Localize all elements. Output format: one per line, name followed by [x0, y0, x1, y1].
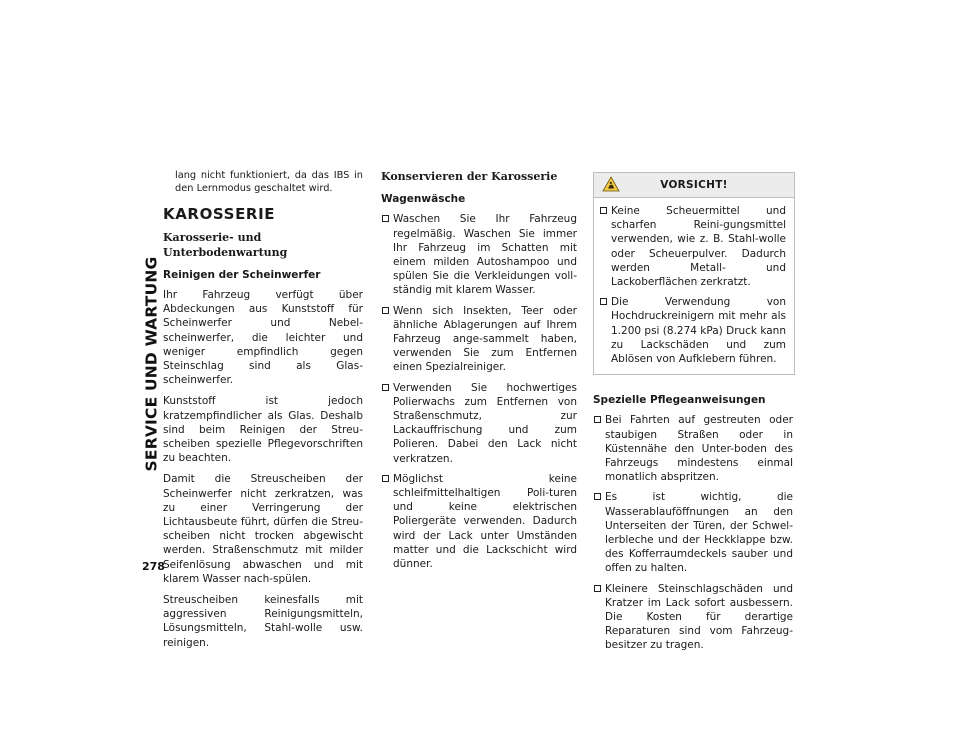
column-left	[163, 170, 363, 657]
paragraph: Kunststoff ist jedoch kratzempfindlicher als Glas. Deshalb sind beim Reinigen der Streu-scheiben spezielle Pflegevorschriften zu beachten.	[163, 395, 363, 465]
list-item: Wenn sich Insekten, Teer oder ähnliche Ablagerungen auf Ihrem Fahrzeug ange-sammelt haben, verwenden Sie zum Entfernen einen Spezialreiniger.	[381, 304, 577, 375]
heading-car-wash: Wagenwäsche	[381, 193, 466, 206]
car-wash-list	[381, 212, 577, 571]
checkbox-bullet-icon	[382, 215, 389, 222]
paragraph: Damit die Streuscheiben der Scheinwerfer nicht zerkratzen, was zu einer Verringerung der Lichtausbeute führt, dürfen die Streu-scheiben nicht trocken abgewischt werden. Straßenschmutz mit milder Seifenlösung abwaschen und mit klarem Wasser nach-spülen.	[163, 473, 363, 585]
list-item: Die Verwendung von Hochdruckreinigern mit mehr als 1.200 psi (8.274 kPa) Druck kann zu Lackschäden und zum Ablösen von Aufklebern führen.	[599, 295, 786, 366]
list-item: Bei Fahrten auf gestreuten oder staubigen Straßen oder in Küstennähe den Unter-boden des Fahrzeugs mindestens einmal monatlich abspritzen.	[593, 413, 793, 484]
list-item: Keine Scheuermittel und scharfen Reini-gungsmittel verwenden, wie z. B. Stahl-wolle oder Scheuerpulver. Dadurch werden Metall- und Lackoberflächen zerkratzt.	[599, 204, 786, 289]
checkbox-bullet-icon	[594, 493, 601, 500]
list-item: Es ist wichtig, die Wasserablauföffnungen an den Unterseiten der Türen, der Schwel-lerbleche und der Heckklappe bzw. des Kofferraumdeckels sauber und offen zu halten.	[593, 490, 793, 575]
checkbox-bullet-icon	[600, 298, 607, 305]
caution-box	[593, 172, 795, 375]
special-care-list	[593, 413, 793, 652]
heading-headlight-cleaning: Reinigen der Scheinwerfer	[163, 268, 321, 281]
section-title: KAROSSERIE	[163, 205, 276, 224]
caution-header	[594, 173, 794, 198]
chapter-sidebar	[139, 171, 163, 557]
paragraph: Ihr Fahrzeug verfügt über Abdeckungen aus Kunststoff für Scheinwerfer und Nebel-scheinwerfer, die leichter und weniger empfindlich gegen Steinschlag sind als Glas-scheinwerfer.	[163, 289, 363, 387]
intro-text: lang nicht funktioniert, da das IBS in den Lernmodus geschaltet wird.	[175, 170, 363, 194]
paragraph: Streuscheiben keinesfalls mit aggressiven Reinigungsmitteln, Lösungsmitteln, Stahl-wolle usw. reinigen.	[163, 594, 363, 649]
caution-body	[594, 198, 794, 374]
subsection-title-body-care: Karosserie- und Unterbodenwartung	[163, 231, 288, 259]
warning-triangle-icon	[602, 176, 620, 192]
caution-title: VORSICHT!	[660, 178, 728, 191]
chapter-title: SERVICE UND WARTUNG	[142, 256, 161, 472]
list-item: Waschen Sie Ihr Fahrzeug regelmäßig. Waschen Sie immer Ihr Fahrzeug im Schatten mit einem milden Autoshampoo und spülen Sie die Verkleidungen voll-ständig mit klarem Wasser.	[381, 212, 577, 297]
list-item: Kleinere Steinschlagschäden und Kratzer im Lack sofort ausbessern. Die Kosten für derartige Reparaturen sind vom Fahrzeug-besitzer zu tragen.	[593, 582, 793, 653]
list-item: Verwenden Sie hochwertiges Polierwachs zum Entfernen von Straßenschmutz, zur Lackauffrischung und zum Polieren. Dabei den Lack nicht verkratzen.	[381, 381, 577, 466]
checkbox-bullet-icon	[382, 307, 389, 314]
checkbox-bullet-icon	[594, 585, 601, 592]
checkbox-bullet-icon	[594, 416, 601, 423]
checkbox-bullet-icon	[382, 384, 389, 391]
column-middle	[381, 170, 577, 577]
checkbox-bullet-icon	[600, 207, 607, 214]
heading-special-care: Spezielle Pflegeanweisungen	[593, 394, 766, 407]
checkbox-bullet-icon	[382, 475, 389, 482]
caution-list	[599, 204, 786, 366]
subsection-title-preservation: Konservieren der Karosserie	[381, 170, 558, 183]
page-number: 278	[142, 560, 165, 573]
list-item: Möglichst keine schleifmittelhaltigen Poli-turen und keine elektrischen Poliergeräte verwenden. Dadurch wird der Lack unter Umständen matter und die Lackschicht wird dünner.	[381, 472, 577, 571]
column-right	[593, 170, 793, 659]
